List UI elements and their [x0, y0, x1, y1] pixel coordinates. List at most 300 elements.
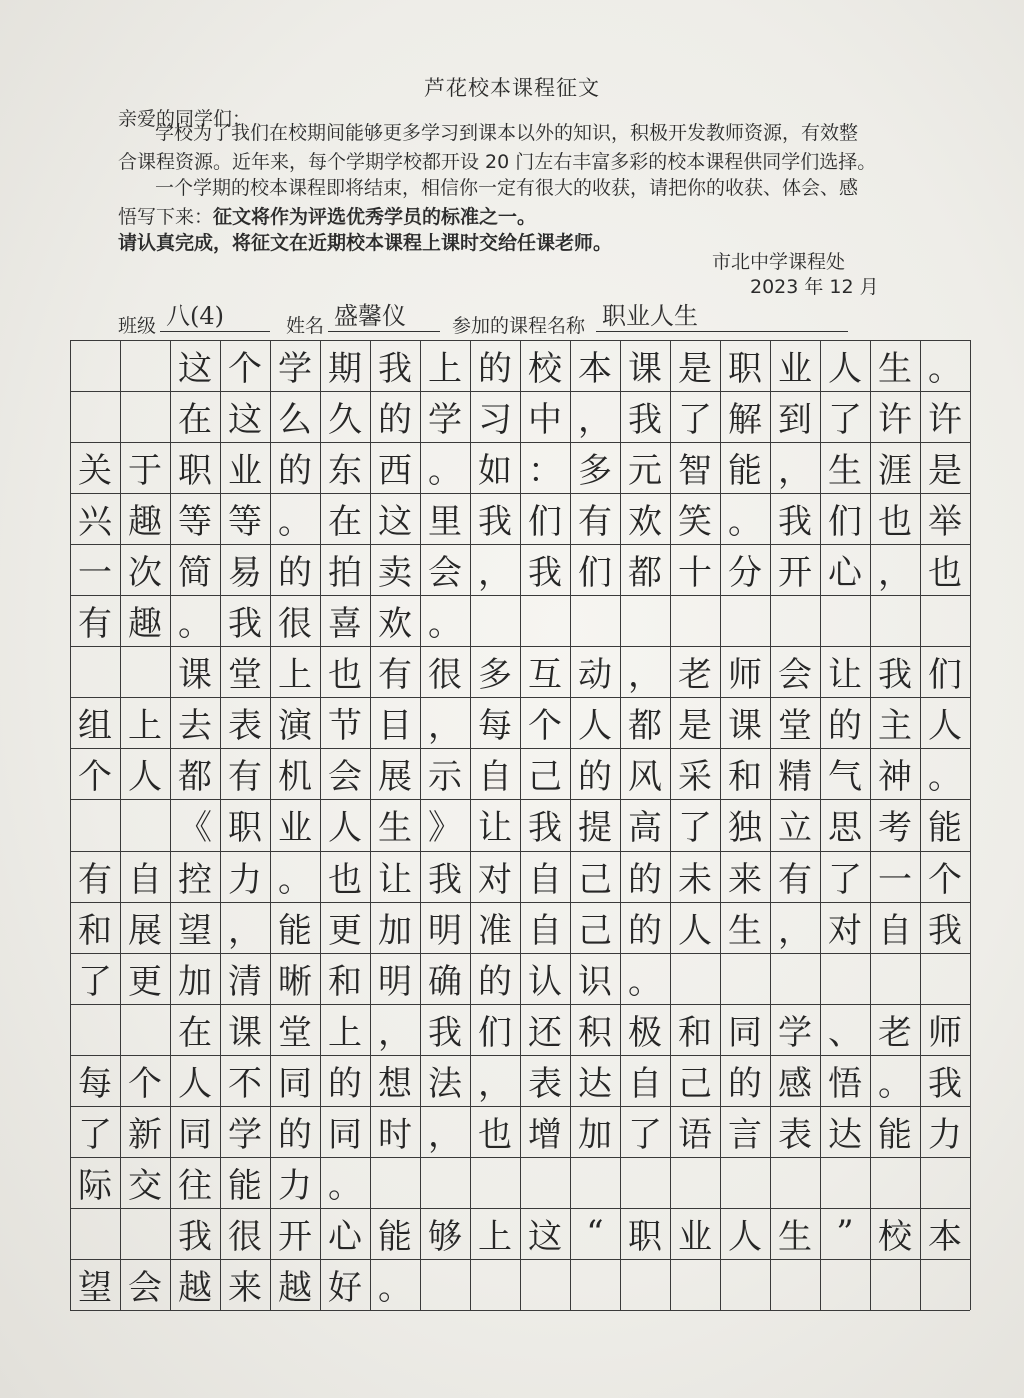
grid-cell: 本	[928, 1216, 962, 1257]
grid-cell: ，	[628, 655, 662, 696]
grid-cell: 开	[778, 553, 812, 594]
grid-cell: 自	[478, 757, 512, 798]
grid-cell: 不	[228, 1063, 262, 1104]
grid-cell: 来	[728, 859, 762, 900]
grid-cell: 我	[778, 502, 812, 543]
grid-cell: 的	[378, 400, 412, 441]
grid-cell: 本	[578, 349, 612, 390]
grid-cell: ，	[428, 706, 462, 747]
grid-cell: 能	[728, 451, 762, 492]
grid-cell: 够	[428, 1216, 462, 1257]
grid-cell: 展	[378, 757, 412, 798]
grid-cell: 东	[328, 451, 362, 492]
grid-cell: 准	[478, 910, 512, 951]
grid-cell: 也	[328, 655, 362, 696]
grid-cell: 达	[578, 1063, 612, 1104]
grid-cell: 的	[278, 553, 312, 594]
grid-cell: 。	[428, 451, 462, 492]
grid-cell: 课	[628, 349, 662, 390]
grid-cell: 自	[528, 910, 562, 951]
grid-cell: 们	[828, 502, 862, 543]
grid-cell: 表	[228, 706, 262, 747]
grid-cell: 我	[528, 808, 562, 849]
grid-cell: ，	[778, 451, 812, 492]
grid-cell: 很	[278, 604, 312, 645]
grid-cell: 学	[228, 1114, 262, 1155]
grid-cell: 力	[278, 1165, 312, 1206]
grid-cell: 个	[528, 706, 562, 747]
grid-cell: 精	[778, 757, 812, 798]
grid-cell: 上	[128, 706, 162, 747]
grid-cell: 望	[178, 910, 212, 951]
grid-cell: 业	[278, 808, 312, 849]
grid-cell: 上	[428, 349, 462, 390]
grid-cell: 学	[278, 349, 312, 390]
grid-cell: 越	[178, 1267, 212, 1308]
issue-date: 2023 年 12 月	[750, 276, 879, 298]
grid-cell: 一	[78, 553, 112, 594]
grid-cell: 我	[178, 1216, 212, 1257]
grid-cell: 。	[878, 1063, 912, 1104]
grid-cell: 多	[578, 451, 612, 492]
course-field: 职业人生	[596, 303, 848, 332]
grid-cell: 能	[928, 808, 962, 849]
grid-cell: 。	[278, 859, 312, 900]
grid-cell: 控	[178, 859, 212, 900]
grid-cell: “	[586, 1213, 604, 1254]
grid-cell	[120, 340, 170, 391]
grid-cell	[70, 391, 120, 442]
grid-cell: 力	[928, 1114, 962, 1155]
grid-cell: 己	[578, 910, 612, 951]
grid-cell: ，	[378, 1012, 412, 1053]
grid-cell: 堂	[778, 706, 812, 747]
grid-cell: 了	[678, 400, 712, 441]
grid-cell: 拍	[328, 553, 362, 594]
grid-cell: 期	[328, 349, 362, 390]
grid-cell: 久	[328, 400, 362, 441]
grid-cell: 许	[928, 400, 962, 441]
grid-cell: 。	[328, 1165, 362, 1206]
grid-cell: 有	[228, 757, 262, 798]
grid-cell: 交	[128, 1165, 162, 1206]
grid-cell: 我	[428, 859, 462, 900]
grid-cell: 让	[478, 808, 512, 849]
course-label: 参加的课程名称	[452, 315, 586, 337]
grid-cell	[120, 1004, 170, 1055]
grid-cell: 师	[928, 1012, 962, 1053]
grid-cell: 目	[378, 706, 412, 747]
grid-cell: 晰	[278, 961, 312, 1002]
grid-cell: 好	[328, 1267, 362, 1308]
grid-cell: 兴	[78, 502, 112, 543]
grid-cell: 积	[578, 1012, 612, 1053]
student-info-row	[0, 303, 1024, 337]
grid-cell: 表	[528, 1063, 562, 1104]
grid-cell: 了	[828, 400, 862, 441]
grid-cell: 生	[878, 349, 912, 390]
grid-cell: 也	[328, 859, 362, 900]
grid-cell: 等	[228, 502, 262, 543]
grid-cell: 能	[228, 1165, 262, 1206]
grid-cell: 互	[528, 655, 562, 696]
grid-cell	[120, 391, 170, 442]
grid-cell: 趣	[128, 604, 162, 645]
grid-cell: 极	[628, 1012, 662, 1053]
grid-cell: 对	[828, 910, 862, 951]
grid-cell: 际	[78, 1165, 112, 1206]
grid-cell: 的	[278, 451, 312, 492]
grid-cell: 的	[628, 910, 662, 951]
grid-cell: 个	[928, 859, 962, 900]
grid-cell: 心	[828, 553, 862, 594]
grid-cell: 会	[128, 1267, 162, 1308]
grid-cell: 。	[928, 757, 962, 798]
grid-cell: ，	[478, 553, 512, 594]
grid-cell: 等	[178, 502, 212, 543]
grid-cell: 去	[178, 706, 212, 747]
instruction-bold-text: 征文将作为评选优秀学员的标准之一。	[213, 206, 537, 228]
grid-cell: 和	[678, 1012, 712, 1053]
grid-cell: 关	[78, 451, 112, 492]
grid-cell: ，	[478, 1063, 512, 1104]
grid-cell: 能	[278, 910, 312, 951]
grid-cell: 中	[528, 400, 562, 441]
grid-cell: 和	[78, 910, 112, 951]
grid-cell: 上	[478, 1216, 512, 1257]
intro-paragraph-line-2: 合课程资源。近年来，每个学期学校都开设 20 门左右丰富多彩的校本课程供同学们选择。	[118, 151, 877, 173]
grid-cell: 言	[728, 1114, 762, 1155]
grid-cell: ，	[778, 910, 812, 951]
grid-cell: 们	[928, 655, 962, 696]
grid-cell: 新	[128, 1114, 162, 1155]
grid-cell: 上	[328, 1012, 362, 1053]
grid-cell: 职	[178, 451, 212, 492]
grid-cell: 了	[78, 1114, 112, 1155]
grid-cell: 会	[778, 655, 812, 696]
grid-cell: 有	[78, 604, 112, 645]
grid-cell: 这	[378, 502, 412, 543]
grid-cell: 往	[178, 1165, 212, 1206]
grid-cell: 悟	[828, 1063, 862, 1104]
grid-cell: 在	[178, 1012, 212, 1053]
grid-cell: 每	[478, 706, 512, 747]
grid-cell: 是	[928, 451, 962, 492]
grid-cell: 这	[528, 1216, 562, 1257]
grid-cell: 也	[478, 1114, 512, 1155]
grid-cell: ，	[228, 910, 262, 951]
grid-cell: 我	[928, 910, 962, 951]
grid-cell: 有	[778, 859, 812, 900]
grid-cell: 的	[728, 1063, 762, 1104]
grid-cell: 明	[378, 961, 412, 1002]
grid-cell: 采	[678, 757, 712, 798]
grid-cell: 。	[428, 604, 462, 645]
grid-cell: 。	[378, 1267, 412, 1308]
grid-cell: 更	[328, 910, 362, 951]
grid-cell: 人	[178, 1063, 212, 1104]
grid-cell: 。	[928, 349, 962, 390]
grid-cell: 欢	[378, 604, 412, 645]
grid-cell: 自	[128, 859, 162, 900]
grid-cell: 组	[78, 706, 112, 747]
grid-cell: 考	[878, 808, 912, 849]
instruction-paragraph-line-1: 一个学期的校本课程即将结束，相信你一定有很大的收获，请把你的收获、体会、感	[155, 177, 859, 199]
grid-cell: 的	[478, 961, 512, 1002]
grid-cell: 机	[278, 757, 312, 798]
grid-cell: 们	[528, 502, 562, 543]
grid-cell: 加	[578, 1114, 612, 1155]
grid-cell	[70, 799, 120, 850]
grid-cell: 未	[678, 859, 712, 900]
grid-cell: 加	[178, 961, 212, 1002]
grid-cell: ，	[578, 400, 612, 441]
grid-cell: 在	[178, 400, 212, 441]
grid-cell: 我	[478, 502, 512, 543]
grid-cell: 人	[928, 706, 962, 747]
grid-cell: 。	[278, 502, 312, 543]
grid-cell: 让	[378, 859, 412, 900]
grid-cell: 人	[128, 757, 162, 798]
grid-cell: 会	[328, 757, 362, 798]
grid-cell: 让	[828, 655, 862, 696]
grid-cell: 于	[128, 451, 162, 492]
grid-cell: 也	[928, 553, 962, 594]
grid-cell: 有	[578, 502, 612, 543]
grid-cell: 是	[678, 706, 712, 747]
grid-cell: 确	[428, 961, 462, 1002]
grid-cell	[120, 1208, 170, 1259]
grid-cell: 习	[478, 400, 512, 441]
grid-cell: ，	[428, 1114, 462, 1155]
grid-cell: 堂	[228, 655, 262, 696]
grid-cell: 同	[278, 1063, 312, 1104]
grid-cell: 趣	[128, 502, 162, 543]
grid-cell: 提	[578, 808, 612, 849]
grid-cell	[70, 1004, 120, 1055]
grid-cell: 都	[178, 757, 212, 798]
grid-cell: 堂	[278, 1012, 312, 1053]
grid-cell: 神	[878, 757, 912, 798]
grid-cell: 喜	[328, 604, 362, 645]
name-label: 姓名	[286, 315, 325, 337]
class-label: 班级	[118, 315, 157, 337]
grid-cell: 我	[628, 400, 662, 441]
grid-cell: 开	[278, 1216, 312, 1257]
grid-column-line	[970, 340, 971, 1310]
grid-cell: 都	[628, 706, 662, 747]
grid-cell: 《	[178, 808, 212, 849]
grid-cell: 增	[528, 1114, 562, 1155]
grid-cell: 业	[228, 451, 262, 492]
grid-cell: 能	[878, 1114, 912, 1155]
grid-cell: 了	[78, 961, 112, 1002]
grid-cell: 的	[828, 706, 862, 747]
grid-cell: 更	[128, 961, 162, 1002]
grid-cell: 。	[178, 604, 212, 645]
grid-cell: 、	[828, 1012, 862, 1053]
grid-cell: 自	[528, 859, 562, 900]
grid-cell: 学	[778, 1012, 812, 1053]
grid-cell: 语	[678, 1114, 712, 1155]
grid-cell: 己	[528, 757, 562, 798]
grid-cell: 主	[878, 706, 912, 747]
issuing-office: 市北中学课程处	[712, 251, 846, 273]
instruction-paragraph-line-2	[118, 202, 536, 229]
grid-cell: 卖	[378, 553, 412, 594]
grid-cell: 课	[178, 655, 212, 696]
grid-cell: ，	[878, 553, 912, 594]
grid-cell: 我	[428, 1012, 462, 1053]
grid-cell: 加	[378, 910, 412, 951]
grid-cell: 里	[428, 502, 462, 543]
grid-cell: 同	[328, 1114, 362, 1155]
grid-cell: 力	[228, 859, 262, 900]
grid-cell: 职	[628, 1216, 662, 1257]
grid-cell: 高	[628, 808, 662, 849]
grid-cell	[70, 646, 120, 697]
grid-cell: 十	[678, 553, 712, 594]
grid-cell: 己	[678, 1063, 712, 1104]
grid-cell: 生	[378, 808, 412, 849]
grid-cell: 同	[728, 1012, 762, 1053]
grid-cell: 到	[778, 400, 812, 441]
grid-cell: 我	[528, 553, 562, 594]
grid-cell: 多	[478, 655, 512, 696]
grid-cell: 认	[528, 961, 562, 1002]
grid-cell: 业	[678, 1216, 712, 1257]
grid-cell: 我	[228, 604, 262, 645]
grid-cell: 我	[928, 1063, 962, 1104]
grid-cell: 生	[828, 451, 862, 492]
grid-cell: 智	[678, 451, 712, 492]
grid-cell: 人	[828, 349, 862, 390]
grid-cell: 很	[228, 1216, 262, 1257]
grid-cell: 对	[478, 859, 512, 900]
grid-row-line	[70, 1310, 970, 1311]
grid-cell: 老	[878, 1012, 912, 1053]
grid-cell: 欢	[628, 502, 662, 543]
essay-grid	[70, 340, 970, 1310]
grid-cell: ：	[528, 451, 562, 492]
grid-cell: 的	[628, 859, 662, 900]
grid-cell: 是	[678, 349, 712, 390]
grid-cell: 独	[728, 808, 762, 849]
page-title: 芦花校本课程征文	[424, 76, 600, 100]
grid-cell: 能	[378, 1216, 412, 1257]
grid-cell: 校	[878, 1216, 912, 1257]
grid-cell: 的	[578, 757, 612, 798]
grid-cell: 们	[578, 553, 612, 594]
grid-cell: 思	[828, 808, 862, 849]
grid-cell: 己	[578, 859, 612, 900]
grid-cell: 。	[728, 502, 762, 543]
grid-cell: 元	[628, 451, 662, 492]
grid-cell: 立	[778, 808, 812, 849]
grid-cell	[120, 646, 170, 697]
grid-cell: 也	[878, 502, 912, 543]
grid-cell: 学	[428, 400, 462, 441]
grid-cell: 一	[878, 859, 912, 900]
grid-cell: 达	[828, 1114, 862, 1155]
grid-cell: 节	[328, 706, 362, 747]
grid-cell: 人	[328, 808, 362, 849]
grid-cell	[70, 1208, 120, 1259]
grid-cell: 许	[878, 400, 912, 441]
grid-cell: ”	[836, 1213, 854, 1254]
grid-cell: 个	[128, 1063, 162, 1104]
grid-cell	[120, 799, 170, 850]
grid-cell: 解	[728, 400, 762, 441]
grid-cell: 笑	[678, 502, 712, 543]
grid-cell: 感	[778, 1063, 812, 1104]
grid-cell: 想	[378, 1063, 412, 1104]
grid-cell: 易	[228, 553, 262, 594]
grid-cell: 清	[228, 961, 262, 1002]
grid-cell: 同	[178, 1114, 212, 1155]
grid-cell: 》	[428, 808, 462, 849]
grid-cell: 个	[228, 349, 262, 390]
grid-cell: 我	[878, 655, 912, 696]
grid-cell: 人	[728, 1216, 762, 1257]
grid-cell: 课	[228, 1012, 262, 1053]
grid-cell	[70, 340, 120, 391]
grid-cell: 的	[328, 1063, 362, 1104]
grid-cell: 动	[578, 655, 612, 696]
submission-instruction: 请认真完成，将征文在近期校本课程上课时交给任课老师。	[118, 232, 613, 254]
grid-cell: 们	[478, 1012, 512, 1053]
grid-cell: 业	[778, 349, 812, 390]
grid-cell: 来	[228, 1267, 262, 1308]
grid-cell: 生	[728, 910, 762, 951]
grid-cell: 和	[328, 961, 362, 1002]
grid-cell: 职	[228, 808, 262, 849]
grid-cell: 次	[128, 553, 162, 594]
grid-cell: 明	[428, 910, 462, 951]
grid-cell: 的	[278, 1114, 312, 1155]
grid-cell: 这	[228, 400, 262, 441]
grid-cell: 。	[628, 961, 662, 1002]
grid-cell: 法	[428, 1063, 462, 1104]
grid-cell: 么	[278, 400, 312, 441]
grid-cell: 师	[728, 655, 762, 696]
grid-cell: 了	[828, 859, 862, 900]
grid-cell: 越	[278, 1267, 312, 1308]
intro-paragraph-line-1: 学校为了我们在校期间能够更多学习到课本以外的知识，积极开发教师资源，有效整	[155, 122, 859, 144]
grid-cell: 会	[428, 553, 462, 594]
grid-cell: 课	[728, 706, 762, 747]
grid-cell: 时	[378, 1114, 412, 1155]
grid-cell: 气	[828, 757, 862, 798]
grid-cell: 有	[78, 859, 112, 900]
grid-cell: 上	[278, 655, 312, 696]
grid-cell: 人	[578, 706, 612, 747]
grid-cell: 望	[78, 1267, 112, 1308]
grid-cell: 示	[428, 757, 462, 798]
grid-cell: 如	[478, 451, 512, 492]
grid-cell: 很	[428, 655, 462, 696]
grid-cell: 涯	[878, 451, 912, 492]
instruction-plain-text: 悟写下来：	[118, 206, 214, 228]
grid-cell: 我	[378, 349, 412, 390]
grid-cell: 校	[528, 349, 562, 390]
grid-cell: 心	[328, 1216, 362, 1257]
grid-cell: 展	[128, 910, 162, 951]
grid-cell: 了	[678, 808, 712, 849]
grid-cell: 职	[728, 349, 762, 390]
grid-cell: 和	[728, 757, 762, 798]
grid-cell: 有	[378, 655, 412, 696]
